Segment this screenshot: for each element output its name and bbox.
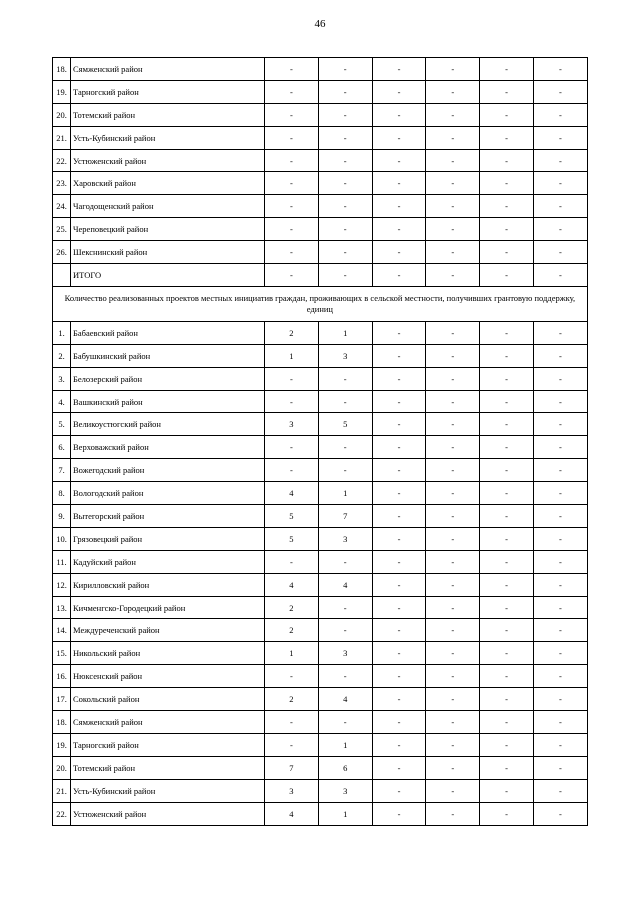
value-cell: - [480,619,534,642]
district-name: Вожегодский район [71,459,265,482]
value-cell: - [372,80,426,103]
value-cell: - [426,172,480,195]
value-cell: - [372,321,426,344]
row-number: 21. [53,126,71,149]
value-cell: - [533,126,587,149]
value-cell: - [480,390,534,413]
row-number: 23. [53,172,71,195]
value-cell: 4 [265,573,319,596]
value-cell: - [426,195,480,218]
row-number: 18. [53,711,71,734]
value-cell: 4 [265,482,319,505]
value-cell: 7 [318,505,372,528]
table-row [53,688,588,711]
value-cell: - [533,344,587,367]
table-row [53,172,588,195]
section-heading-row [53,286,588,321]
district-name: Устюженский район [71,149,265,172]
value-cell: - [265,550,319,573]
value-cell: - [426,58,480,81]
value-cell: - [318,172,372,195]
value-cell: - [426,505,480,528]
row-number: 25. [53,218,71,241]
district-name: Сокольский район [71,688,265,711]
value-cell: - [426,733,480,756]
value-cell: - [533,733,587,756]
row-number: 10. [53,527,71,550]
value-cell: - [265,711,319,734]
value-cell: - [426,390,480,413]
table-row [53,665,588,688]
table-row [53,264,588,287]
district-name: Шекснинский район [71,241,265,264]
value-cell: - [426,596,480,619]
value-cell: - [480,264,534,287]
value-cell: 2 [265,596,319,619]
table-row [53,321,588,344]
value-cell: - [426,802,480,825]
row-number: 3. [53,367,71,390]
value-cell: 3 [318,779,372,802]
value-cell: - [265,80,319,103]
value-cell: 2 [265,619,319,642]
value-cell: 2 [265,688,319,711]
value-cell: - [426,344,480,367]
value-cell: - [265,390,319,413]
value-cell: - [533,779,587,802]
value-cell: - [480,642,534,665]
table-row [53,550,588,573]
value-cell: - [426,550,480,573]
value-cell: - [480,505,534,528]
value-cell: - [480,665,534,688]
value-cell: - [372,172,426,195]
value-cell: - [265,241,319,264]
district-name: Никольский район [71,642,265,665]
value-cell: - [318,264,372,287]
value-cell: - [372,550,426,573]
value-cell: - [426,619,480,642]
value-cell: - [372,390,426,413]
value-cell: - [265,172,319,195]
value-cell: - [318,195,372,218]
value-cell: - [372,505,426,528]
row-number: 15. [53,642,71,665]
value-cell: 5 [265,505,319,528]
value-cell: - [533,665,587,688]
value-cell: - [426,642,480,665]
value-cell: - [480,779,534,802]
district-name: Великоустюгский район [71,413,265,436]
district-name: Кирилловский район [71,573,265,596]
value-cell: - [265,126,319,149]
value-cell: - [372,367,426,390]
district-name: Череповецкий район [71,218,265,241]
value-cell: - [318,218,372,241]
value-cell: - [533,58,587,81]
value-cell: - [318,241,372,264]
value-cell: - [480,550,534,573]
value-cell: - [265,436,319,459]
value-cell: - [265,58,319,81]
value-cell: - [533,413,587,436]
row-number: 20. [53,103,71,126]
value-cell: - [533,711,587,734]
value-cell: - [533,459,587,482]
district-name: Бабушкинский район [71,344,265,367]
table-row [53,733,588,756]
value-cell: - [426,711,480,734]
row-number: 2. [53,344,71,367]
district-name: Тотемский район [71,103,265,126]
value-cell: - [318,390,372,413]
table-row [53,241,588,264]
row-number: 8. [53,482,71,505]
row-number: 14. [53,619,71,642]
value-cell: - [480,413,534,436]
value-cell: - [426,459,480,482]
table-row [53,103,588,126]
value-cell: - [426,126,480,149]
row-number: 24. [53,195,71,218]
value-cell: - [426,688,480,711]
value-cell: - [480,80,534,103]
value-cell: 4 [318,573,372,596]
district-name: Белозерский район [71,367,265,390]
row-number: 6. [53,436,71,459]
value-cell: 1 [265,344,319,367]
table-row [53,459,588,482]
value-cell: - [480,527,534,550]
row-number: 5. [53,413,71,436]
district-name: Харовский район [71,172,265,195]
district-name: Тарногский район [71,733,265,756]
row-number: 22. [53,802,71,825]
value-cell: - [372,642,426,665]
data-table [52,57,588,826]
value-cell: - [533,688,587,711]
value-cell: 5 [318,413,372,436]
value-cell: - [480,711,534,734]
value-cell: - [265,103,319,126]
table-row [53,505,588,528]
table-row [53,344,588,367]
value-cell: - [426,413,480,436]
value-cell: - [426,436,480,459]
section-heading: Количество реализованных проектов местных инициатив граждан, проживающих в сельской местности, получивших грантовую поддержку, единиц [53,286,588,321]
page-number: 46 [314,18,326,30]
table-row [53,596,588,619]
value-cell: 1 [318,321,372,344]
table-row [53,390,588,413]
value-cell: - [480,688,534,711]
value-cell: - [318,459,372,482]
value-cell: - [372,149,426,172]
value-cell: - [372,195,426,218]
district-name: Сямженский район [71,711,265,734]
row-number: 21. [53,779,71,802]
value-cell: - [318,619,372,642]
district-name: Кадуйский район [71,550,265,573]
table-row [53,711,588,734]
row-number: 7. [53,459,71,482]
value-cell: - [533,172,587,195]
value-cell: - [480,436,534,459]
district-name: Верховажский район [71,436,265,459]
value-cell: - [372,126,426,149]
value-cell: - [480,321,534,344]
district-name: Тарногский район [71,80,265,103]
value-cell: - [480,126,534,149]
value-cell: - [372,241,426,264]
value-cell: - [318,550,372,573]
row-number: 13. [53,596,71,619]
table-row [53,126,588,149]
district-name: Сямженский район [71,58,265,81]
value-cell: 4 [318,688,372,711]
value-cell: - [480,103,534,126]
value-cell: - [533,149,587,172]
value-cell: - [480,733,534,756]
value-cell: - [372,596,426,619]
value-cell: - [533,596,587,619]
value-cell: - [372,344,426,367]
row-number: 4. [53,390,71,413]
value-cell: - [372,58,426,81]
value-cell: - [318,103,372,126]
value-cell: - [480,367,534,390]
value-cell: - [372,802,426,825]
table-row [53,619,588,642]
value-cell: - [372,482,426,505]
table-row [53,149,588,172]
value-cell: - [372,665,426,688]
value-cell: - [426,264,480,287]
value-cell: - [426,482,480,505]
value-cell: - [318,367,372,390]
table-row [53,779,588,802]
value-cell: - [480,58,534,81]
value-cell: - [480,573,534,596]
value-cell: 5 [265,527,319,550]
value-cell: - [426,103,480,126]
value-cell: - [533,573,587,596]
value-cell: - [318,58,372,81]
row-number: 16. [53,665,71,688]
value-cell: - [426,149,480,172]
value-cell: - [533,482,587,505]
value-cell: - [533,264,587,287]
value-cell: - [480,218,534,241]
value-cell: - [265,459,319,482]
value-cell: - [426,80,480,103]
value-cell: 3 [318,642,372,665]
table-row [53,413,588,436]
row-number: 17. [53,688,71,711]
district-name: Усть-Кубинский район [71,779,265,802]
table-row [53,802,588,825]
table-row [53,482,588,505]
district-name: Кичменгско-Городецкий район [71,596,265,619]
value-cell: - [480,149,534,172]
value-cell: - [533,527,587,550]
value-cell: - [318,711,372,734]
table-row [53,642,588,665]
value-cell: - [480,756,534,779]
value-cell: - [533,367,587,390]
row-number: 18. [53,58,71,81]
value-cell: - [533,756,587,779]
value-cell: - [480,802,534,825]
value-cell: - [318,436,372,459]
table-row [53,527,588,550]
value-cell: - [318,126,372,149]
value-cell: 6 [318,756,372,779]
district-name: Устюженский район [71,802,265,825]
value-cell: - [265,149,319,172]
value-cell: - [480,195,534,218]
value-cell: - [372,264,426,287]
value-cell: - [426,527,480,550]
district-name: Усть-Кубинский район [71,126,265,149]
district-name: Вашкинский район [71,390,265,413]
row-number [53,264,71,287]
value-cell: - [372,688,426,711]
table-row [53,573,588,596]
value-cell: - [426,779,480,802]
row-number: 9. [53,505,71,528]
value-cell: - [426,218,480,241]
value-cell: - [426,241,480,264]
row-number: 1. [53,321,71,344]
value-cell: - [265,195,319,218]
value-cell: - [372,218,426,241]
row-number: 20. [53,756,71,779]
district-name: Вологодский район [71,482,265,505]
value-cell: - [318,149,372,172]
value-cell: - [533,619,587,642]
value-cell: - [265,367,319,390]
value-cell: - [372,527,426,550]
table-row [53,195,588,218]
value-cell: - [265,733,319,756]
value-cell: - [318,596,372,619]
value-cell: - [372,711,426,734]
value-cell: - [480,344,534,367]
value-cell: - [533,241,587,264]
value-cell: 2 [265,321,319,344]
table-row [53,58,588,81]
value-cell: - [533,321,587,344]
value-cell: - [533,436,587,459]
value-cell: - [372,733,426,756]
row-number: 11. [53,550,71,573]
value-cell: - [533,642,587,665]
value-cell: - [265,665,319,688]
value-cell: 1 [265,642,319,665]
value-cell: - [533,103,587,126]
district-name: Вытегорский район [71,505,265,528]
district-name: Тотемский район [71,756,265,779]
row-number: 19. [53,733,71,756]
value-cell: 1 [318,733,372,756]
district-name: Чагодощенский район [71,195,265,218]
value-cell: - [426,756,480,779]
value-cell: - [318,665,372,688]
district-name: Нюксенский район [71,665,265,688]
value-cell: - [533,505,587,528]
value-cell: - [533,195,587,218]
value-cell: - [426,573,480,596]
value-cell: - [318,80,372,103]
value-cell: - [372,413,426,436]
row-number: 26. [53,241,71,264]
value-cell: - [533,218,587,241]
value-cell: - [372,573,426,596]
value-cell: - [265,218,319,241]
value-cell: - [372,103,426,126]
value-cell: - [533,550,587,573]
value-cell: 7 [265,756,319,779]
row-number: 22. [53,149,71,172]
value-cell: - [533,390,587,413]
value-cell: 3 [265,779,319,802]
district-name: ИТОГО [71,264,265,287]
district-name: Бабаевский район [71,321,265,344]
value-cell: - [480,482,534,505]
value-cell: - [265,264,319,287]
value-cell: 3 [318,344,372,367]
value-cell: 3 [265,413,319,436]
table-row [53,756,588,779]
value-cell: - [533,802,587,825]
value-cell: - [372,619,426,642]
row-number: 12. [53,573,71,596]
table-row [53,80,588,103]
value-cell: - [372,436,426,459]
value-cell: - [372,459,426,482]
value-cell: - [480,241,534,264]
row-number: 19. [53,80,71,103]
value-cell: - [426,665,480,688]
district-name: Междуреченский район [71,619,265,642]
value-cell: 4 [265,802,319,825]
value-cell: - [426,321,480,344]
value-cell: 3 [318,527,372,550]
table-row [53,436,588,459]
value-cell: - [372,756,426,779]
district-name: Грязовецкий район [71,527,265,550]
value-cell: 1 [318,802,372,825]
value-cell: - [480,459,534,482]
table-row [53,218,588,241]
value-cell: - [372,779,426,802]
value-cell: - [480,596,534,619]
value-cell: 1 [318,482,372,505]
value-cell: - [533,80,587,103]
table-row [53,367,588,390]
table-body [53,58,588,826]
value-cell: - [480,172,534,195]
value-cell: - [426,367,480,390]
